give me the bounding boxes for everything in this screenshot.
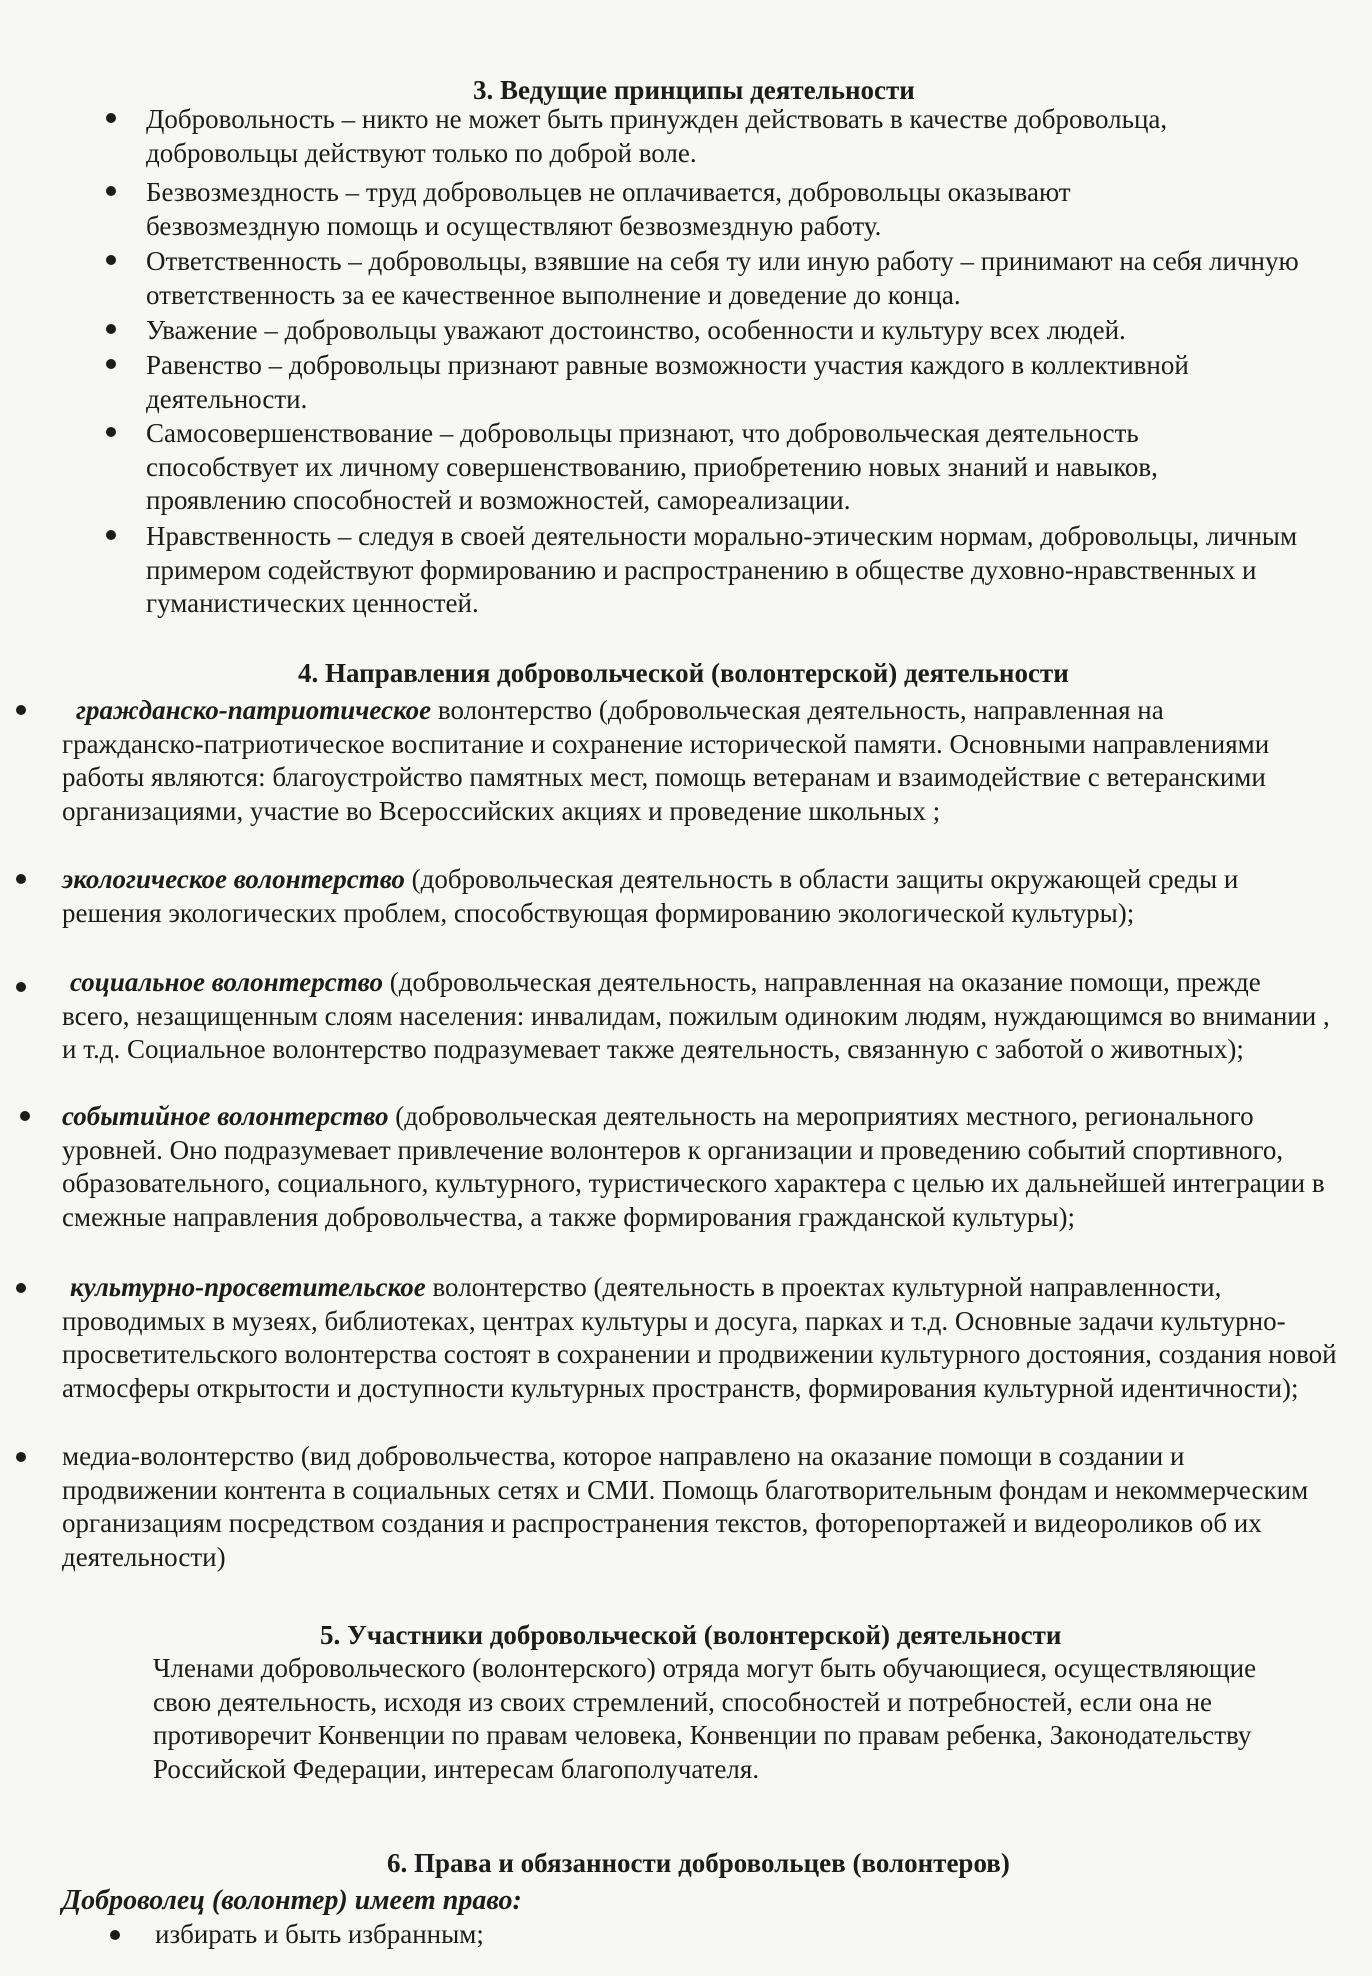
bullet-icon (16, 1452, 26, 1462)
direction-item (62, 1271, 1342, 1405)
direction-item (62, 863, 1342, 930)
bullet-icon (16, 1283, 26, 1293)
right-item: избирать и быть избранным; (155, 1919, 484, 1949)
bullet-icon (16, 705, 26, 715)
direction-text: (добровольческая деятельность в области защиты окружающей среды и решения экологических проблем, способствующая формированию экологической культуры); (62, 864, 1239, 928)
bullet-icon (106, 359, 116, 369)
bullet-icon (106, 530, 116, 540)
principle-item: Добровольность – никто не может быть принужден действовать в качестве добровольца, добровольцы действуют только по доброй воле. (146, 104, 1168, 168)
direction-lead: культурно-просветительское (70, 1272, 426, 1302)
section-4-title: 4. Направления добровольческой (волонтерской) деятельности (298, 658, 1069, 688)
bullet-icon (106, 186, 116, 196)
direction-item (62, 694, 1302, 828)
principle-item: Самосовершенствование – добровольцы признают, что добровольческая деятельность способствует их личному совершенствованию, приобретению новых знаний и навыков, проявлению способностей и возможностей, самореализации. (146, 418, 1158, 515)
direction-text: медиа-волонтерство (вид добровольчества, которое направлено на оказание помощи в создании и продвижении контента в социальных сетях и СМИ. Помощь благотворительным фондам и некоммерческим организациям посредством создания и распространения текстов, фоторепортажей и видеороликов об их деятельности) (62, 1441, 1309, 1572)
direction-lead: экологическое волонтерство (62, 864, 405, 894)
bullet-icon (106, 427, 116, 437)
bullet-icon (110, 1930, 120, 1940)
principle-item: Безвозмездность – труд добровольцев не оплачивается, добровольцы оказывают безвозмездную помощь и осуществляют безвозмездную работу. (146, 177, 1071, 241)
direction-text: (добровольческая деятельность на мероприятиях местного, регионального уровней. Оно подразумевает привлечение волонтеров к организации и проведению событий спортивного, образовательного, социального, культурного, туристического характера с целью их дальнейшей интеграции в смежные направления добровольчества, а также формирования гражданской культуры); (62, 1101, 1325, 1232)
direction-lead: событийное волонтерство (62, 1101, 389, 1131)
principle-item: Нравственность – следуя в своей деятельности морально-этическим нормам, добровольцы, личным примером содействуют формированию и распространению в обществе духовно-нравственных и гуманистических ценностей. (146, 521, 1298, 618)
direction-lead: социальное волонтерство (70, 967, 383, 997)
direction-lead: гражданско-патриотическое (76, 695, 432, 725)
principle-item: Ответственность – добровольцы, взявшие на себя ту или иную работу – принимают на себя личную ответственность за ее качественное выполнение и доведение до конца. (146, 246, 1299, 310)
bullet-icon (20, 1111, 30, 1121)
direction-text: волонтерство (добровольческая деятельность, направленная на гражданско-патриотическое воспитание и сохранение исторической памяти. Основными направлениями работы являются: благоустройство памятных мест, помощь ветеранам и взаимодействие с ветеранскими организациями, участие во Всероссийских акциях и проведение школьных ; (62, 695, 1270, 826)
section-3-title: 3. Ведущие принципы деятельности (473, 75, 915, 105)
participants-text: Членами добровольческого (волонтерского) отряда могут быть обучающиеся, осуществляющие свою деятельность, исходя из своих стремлений, способностей и потребностей, если она не противоречит Конвенции по правам человека, Конвенции по правам ребенка, Законодательству Российской Федерации, интересам благополучателя. (153, 1653, 1257, 1784)
direction-text: (добровольческая деятельность, направленная на оказание помощи, прежде всего, незащищенным слоям населения: инвалидам, пожилым одиноким людям, нуждающимся во внимании , и т.д. Социальное волонтерство подразумевает также деятельность, связанную с заботой о животных); (62, 967, 1330, 1064)
direction-item (62, 966, 1332, 1067)
principle-item: Уважение – добровольцы уважают достоинство, особенности и культуру всех людей. (146, 315, 1126, 345)
bullet-icon (106, 255, 116, 265)
direction-item (62, 1440, 1342, 1574)
rights-subtitle: Доброволец (волонтер) имеет право: (62, 1885, 522, 1916)
direction-text: волонтерство (деятельность в проектах культурной направленности, проводимых в музеях, библиотеках, центрах культуры и досуга, парках и т.д. Основные задачи культурно-просветительского волонтерства состоят в сохранении и продвижении культурного достояния, создания новой атмосферы открытости и доступности культурных пространств, формирования культурной идентичности); (62, 1272, 1337, 1403)
bullet-icon (106, 324, 116, 334)
bullet-icon (16, 982, 26, 992)
section-6-title: 6. Права и обязанности добровольцев (волонтеров) (387, 1848, 1010, 1878)
section-5-title: 5. Участники добровольческой (волонтерской) деятельности (320, 1620, 1062, 1650)
direction-item (62, 1100, 1342, 1234)
bullet-icon (16, 874, 26, 884)
principle-item: Равенство – добровольцы признают равные возможности участия каждого в коллективной деятельности. (146, 350, 1189, 414)
bullet-icon (106, 113, 116, 123)
